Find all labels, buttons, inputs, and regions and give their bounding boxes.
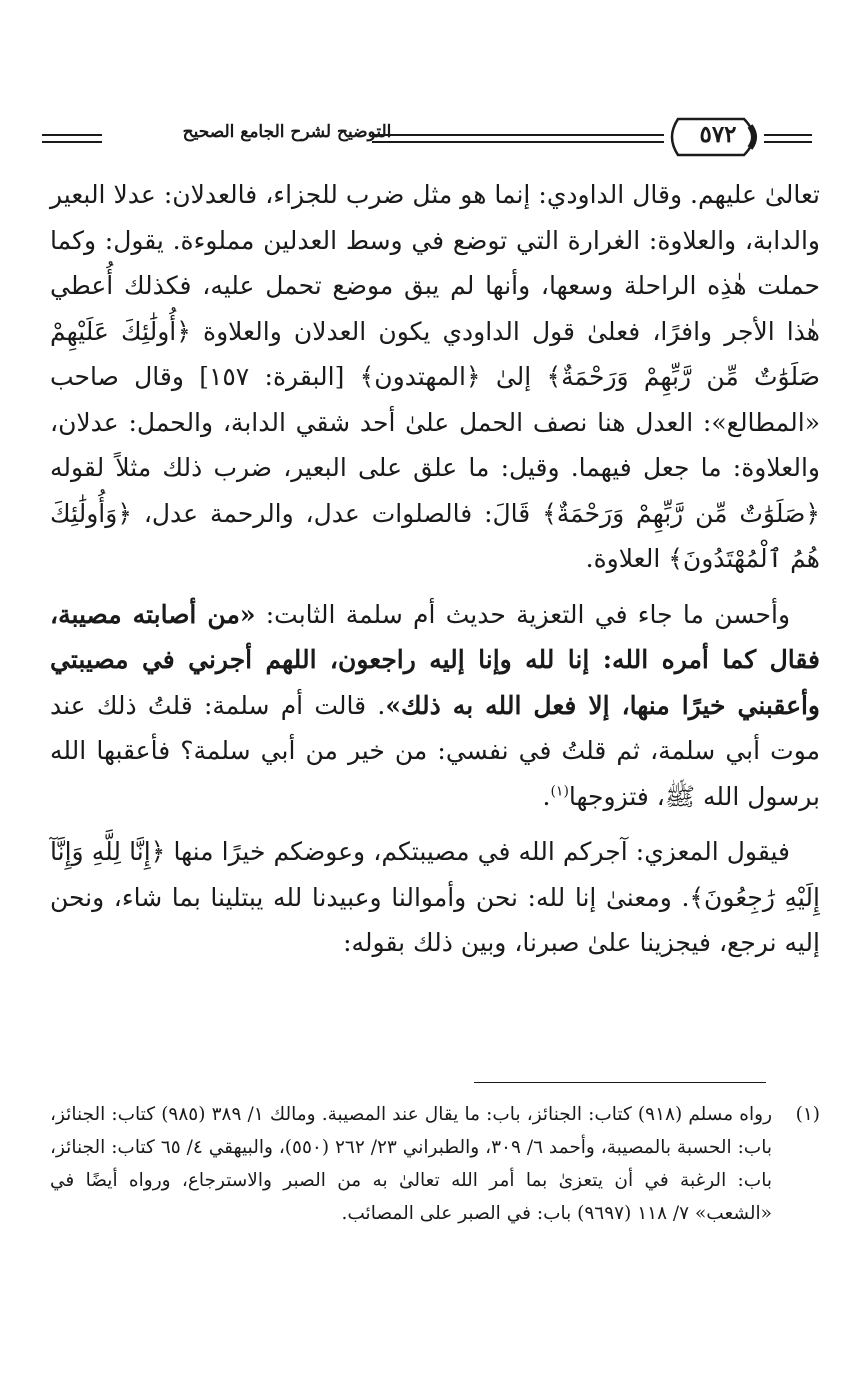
main-text [50, 172, 820, 966]
paragraph-2 [50, 592, 820, 820]
hadith-quote: «من أصابته مصيبة، فقال كما أمره الله: إنا لله وإنا إليه راجعون، اللهم أجرني في مصيبتي وأعقبني خيرًا منها، إلا فعل الله به ذلك» [50, 599, 821, 720]
footnote-1 [50, 1098, 820, 1230]
running-header-title: التوضيح لشرح الجامع الصحيح [182, 122, 392, 142]
footnote-separator [474, 1082, 766, 1083]
paragraph-2-rest: . قالت أم سلمة: قلتُ ذلك عند موت أبي سلمة، ثم قلتُ في نفسي: من خير من أبي سلمة؟ فأعقبها الله برسول الله ﷺ، فتزوجها [50, 690, 820, 811]
page-number-frame [664, 116, 774, 158]
running-header [42, 112, 812, 164]
footnote-marker: (١) [795, 1104, 820, 1125]
paragraph-2-intro: وأحسن ما جاء في التعزية حديث أم سلمة الثابت: [255, 599, 791, 629]
header-rule-left-top [42, 134, 102, 136]
footnote-reference: (١) [550, 783, 569, 800]
header-rule-right-top [764, 134, 812, 136]
page-number: ٥٧٢ [699, 121, 737, 148]
paragraph-2-end: . [542, 781, 551, 811]
header-rule-middle-top [372, 134, 664, 136]
header-rule-right-bottom [764, 141, 812, 143]
header-rule-middle-bottom [372, 141, 664, 143]
paragraph-1: تعالىٰ عليهم. وقال الداودي: إنما هو مثل ضرب للجزاء، فالعدلان: عدلا البعير والدابة، والعلاوة: الغرارة التي توضع في وسط العدلين مملوءة. يقول: وكما حملت هٰذِه الراحلة وسعها، وأنها لم يبق موضع تحمل عليه، فكذلك أُعطي هٰذا الأجر وافرًا، فعلىٰ قول الداودي يكون العدلان والعلاوة ﴿أُولَٰئِكَ عَلَيْهِمْ صَلَوَٰتٌ مِّن رَّبِّهِمْ وَرَحْمَةٌ﴾ إلىٰ ﴿المهتدون﴾ [البقرة: ١٥٧] وقال صاحب «المطالع»: العدل هنا نصف الحمل علىٰ أحد شقي الدابة، والحمل: عدلان، والعلاوة: ما جعل فيهما. وقيل: ما علق على البعير، ضرب ذلك مثلاً لقوله ﴿صَلَوَٰتٌ مِّن رَّبِّهِمْ وَرَحْمَةٌ﴾ قَالَ: فالصلوات عدل، والرحمة عدل، ﴿وَأُولَٰئِكَ هُمُ ٱلْمُهْتَدُونَ﴾ العلاوة. [50, 180, 820, 573]
header-rule-left-bottom [42, 141, 102, 143]
paragraph-3: فيقول المعزي: آجركم الله في مصيبتكم، وعوضكم خيرًا منها ﴿إِنَّا لِلَّهِ وَإِنَّآ إِلَيْهِ رَٰجِعُونَ﴾. ومعنىٰ إنا لله: نحن وأموالنا وعبيدنا لله يبتلينا بما شاء، ونحن إليه نرجع، فيجزينا علىٰ صبرنا، وبين ذلك بقوله: [50, 837, 820, 957]
footnote-text: رواه مسلم (٩١٨) كتاب: الجنائز، باب: ما يقال عند المصيبة. ومالك ١/ ٣٨٩ (٩٨٥) كتاب: الجنائز، باب: الحسبة بالمصيبة، وأحمد ٦/ ٣٠٩، والطبراني ٢٣/ ٢٦٢ (٥٥٠)، والبيهقي ٤/ ٦٥ كتاب: الجنائز، باب: الرغبة في أن يتعزىٰ بما أمر الله تعالىٰ به من الصبر والاسترجاع، ورواه أيضًا في «الشعب» ٧/ ١١٨ (٩٦٩٧) باب: في الصبر على المصائب. [50, 1104, 773, 1224]
